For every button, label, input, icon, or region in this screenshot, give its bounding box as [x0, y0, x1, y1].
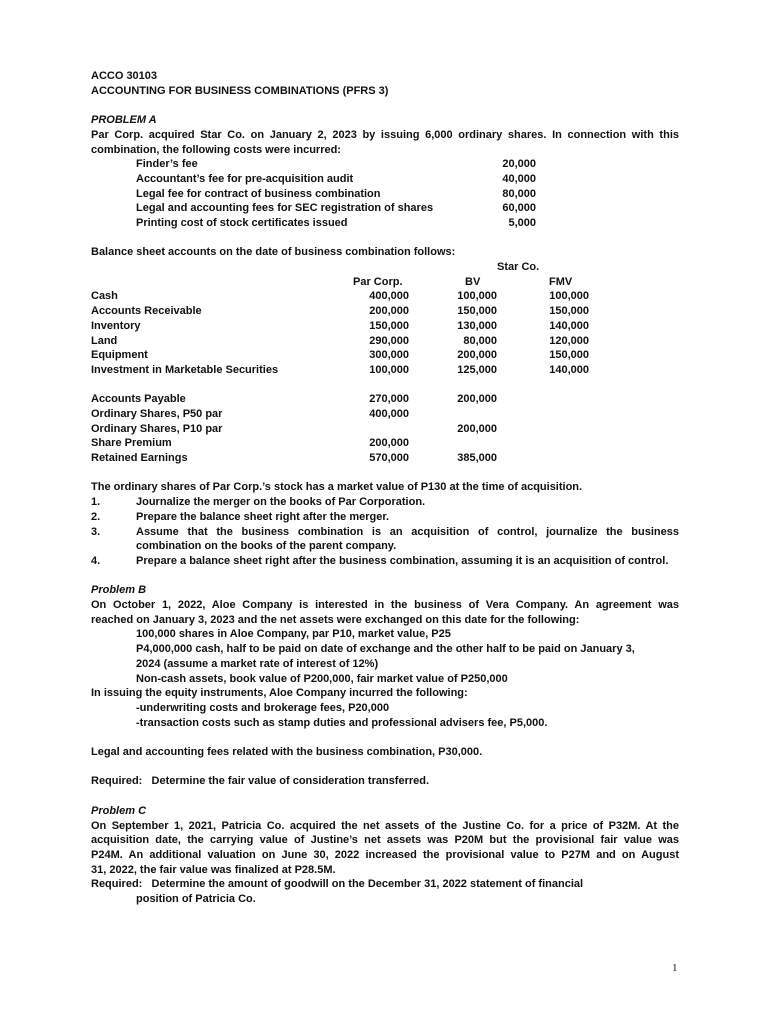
table-row: Investment in Marketable Securities 100,000 125,000 140,000 — [91, 363, 589, 376]
course-title: ACCOUNTING FOR BUSINESS COMBINATIONS (PFRS 3) — [91, 84, 389, 97]
cost-item: Finder’s fee 20,000 — [136, 158, 536, 171]
problem-b-intro-line-1: On October 1, 2022, Aloe Company is interested in the business of Vera Company. An agreement was — [91, 599, 679, 612]
table-row: Ordinary Shares, P10 par 200,000 — [91, 422, 497, 435]
cost-item: Accountant’s fee for pre-acquisition audit 40,000 — [136, 172, 536, 185]
table-row: Share Premium 200,000 — [91, 437, 409, 450]
list-item: 4. Prepare a balance sheet right after the business combination, assuming it is an acquisition of control. — [91, 554, 669, 567]
table-header-row — [91, 275, 679, 290]
table-row: Cash 400,000 100,000 100,000 — [91, 290, 589, 303]
legal-fees-note: Legal and accounting fees related with the business combination, P30,000. — [91, 746, 483, 759]
problem-a-intro-line-1: Par Corp. acquired Star Co. on January 2, 2023 by issuing 6,000 ordinary shares. In connection with this — [91, 128, 679, 141]
problem-c-required-line-2: position of Patricia Co. — [136, 893, 256, 906]
consideration-cash-line-1: P4,000,000 cash, half to be paid on date of exchange and the other half to be paid on January 3, — [136, 643, 635, 656]
required-label: Required: — [91, 775, 143, 788]
cost-item: Printing cost of stock certificates issued 5,000 — [136, 217, 536, 230]
balance-sheet-intro: Balance sheet accounts on the date of business combination follows: — [91, 246, 456, 259]
problem-c-body-line-4: 31, 2022, the fair value was finalized at P28.5M. — [91, 863, 336, 876]
problem-a-heading: PROBLEM A — [91, 114, 157, 127]
required-label: Required: — [91, 878, 143, 891]
consideration-shares: 100,000 shares in Aloe Company, par P10, market value, P25 — [136, 628, 451, 641]
problem-a-intro-line-2: combination, the following costs were incurred: — [91, 143, 341, 156]
course-code: ACCO 30103 — [91, 70, 158, 82]
table-row: Land 290,000 80,000 120,000 — [91, 334, 589, 347]
table-row: Ordinary Shares, P50 par 400,000 — [91, 407, 409, 420]
problem-c-body-line-1: On September 1, 2021, Patricia Co. acquired the net assets of the Justine Co. for a price of P32M. At the — [91, 819, 679, 832]
problem-b-required — [91, 774, 679, 789]
problem-c-body-line-3: P24M. An additional valuation on June 30, 2022 increased the provisional value to P27M and on August — [91, 848, 679, 861]
problem-b-intro-line-2: reached on January 3, 2023 and the net assets were exchanged on this date for the following: — [91, 613, 580, 626]
star-co-header: Star Co. — [497, 261, 540, 274]
table-row: Inventory 150,000 130,000 140,000 — [91, 319, 589, 332]
problem-c-heading: Problem C — [91, 804, 147, 817]
problem-c-required — [91, 877, 679, 892]
list-item: 1. Journalize the merger on the books of Par Corporation. — [91, 496, 426, 509]
table-row: Retained Earnings 570,000 385,000 — [91, 452, 497, 465]
problem-c-body-line-2: acquisition date, the carrying value of Justine’s net assets was P20M but the provisional fair value was — [91, 834, 679, 847]
consideration-noncash: Non-cash assets, book value of P200,000, fair market value of P250,000 — [136, 672, 508, 685]
balance-sheet-table — [91, 260, 679, 466]
market-value-note: The ordinary shares of Par Corp.’s stock has a market value of P130 at the time of acquisition. — [91, 481, 583, 494]
required-text: Determine the amount of goodwill on the December 31, 2022 statement of financial — [151, 878, 584, 891]
consideration-cash-line-2: 2024 (assume a market rate of interest of 12%) — [136, 657, 379, 670]
equity-costs-intro: In issuing the equity instruments, Aloe Company incurred the following: — [91, 687, 468, 700]
equity-cost-item: -transaction costs such as stamp duties and professional advisers fee, P5,000. — [136, 716, 548, 729]
list-item: 2. Prepare the balance sheet right after the merger. — [91, 510, 390, 523]
problem-b-heading: Problem B — [91, 584, 147, 597]
table-row: Equipment 300,000 200,000 150,000 — [91, 349, 589, 362]
table-group-header-row — [91, 260, 679, 275]
cost-item: Legal and accounting fees for SEC registration of shares 60,000 — [136, 202, 536, 215]
required-text: Determine the fair value of consideration transferred. — [151, 775, 430, 788]
page-number: 1 — [672, 962, 678, 974]
requirements-list — [91, 495, 679, 569]
cost-item: Legal fee for contract of business combination 80,000 — [136, 187, 536, 200]
document-page — [91, 69, 679, 907]
col-header-fmv: FMV — [549, 275, 573, 288]
table-row: Accounts Receivable 200,000 150,000 150,000 — [91, 305, 589, 318]
col-header-par: Par Corp. — [353, 275, 403, 288]
table-row: Accounts Payable 270,000 200,000 — [91, 393, 497, 406]
col-header-bv: BV — [465, 275, 481, 288]
equity-cost-item: -underwriting costs and brokerage fees, P20,000 — [136, 701, 390, 714]
cost-list — [91, 157, 679, 231]
list-item: 3. Assume that the business combination is an acquisition of control, journalize the business combination on the books of the parent company. — [91, 525, 679, 553]
